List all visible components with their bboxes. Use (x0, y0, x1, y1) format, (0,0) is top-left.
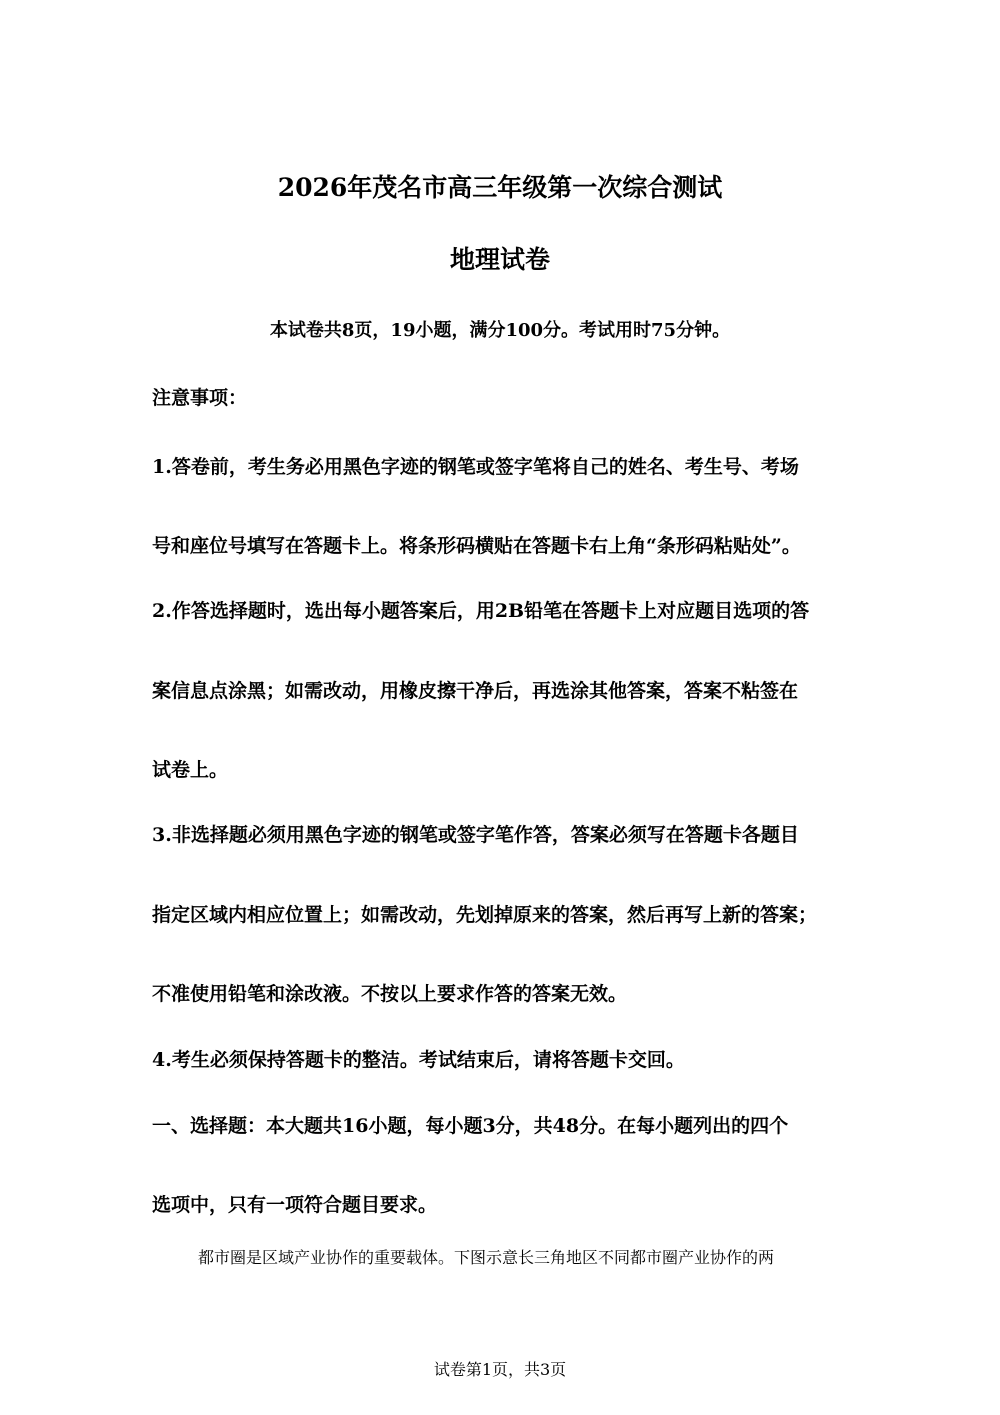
section-heading-cont: 选项中，只有一项符合题目要求。 (152, 1194, 438, 1216)
note-line: 不准使用铅笔和涂改液。不按以上要求作答的答案无效。 (152, 983, 628, 1005)
note-line: 号和座位号填写在答题卡上。将条形码横贴在答题卡右上角“条形码粘贴处”。 (152, 535, 801, 557)
note-line: 指定区域内相应位置上；如需改动，先划掉原来的答案，然后再写上新的答案； (152, 904, 818, 926)
note-line: 4.考生必须保持答题卡的整洁。考试结束后，请将答题卡交回。 (152, 1049, 685, 1071)
page-number: 试卷第1页，共3页 (433, 1360, 567, 1379)
note-line: 3.非选择题必须用黑色字迹的钢笔或签字笔作答，答案必须写在答题卡各题目 (152, 824, 799, 846)
notes-heading: 注意事项： (152, 387, 248, 409)
note-line: 1.答卷前，考生务必用黑色字迹的钢笔或签字笔将自己的姓名、考生号、考场 (152, 456, 799, 478)
exam-title: 2026年茂名市高三年级第一次综合测试 (277, 173, 723, 202)
section-heading: 一、选择题：本大题共16小题，每小题3分，共48分。在每小题列出的四个 (152, 1115, 789, 1137)
note-line: 2.作答选择题时，选出每小题答案后，用2B铅笔在答题卡上对应题目选项的答 (152, 600, 810, 622)
subject-title: 地理试卷 (449, 245, 550, 274)
exam-intro: 本试卷共8页，19小题，满分100分。考试用时75分钟。 (269, 320, 731, 341)
note-line: 案信息点涂黑；如需改动，用橡皮擦干净后，再选涂其他答案，答案不粘签在 (152, 680, 799, 702)
question-passage: 都市圈是区域产业协作的重要载体。下图示意长三角地区不同都市圈产业协作的两 (198, 1248, 775, 1267)
note-line: 试卷上。 (152, 759, 229, 781)
